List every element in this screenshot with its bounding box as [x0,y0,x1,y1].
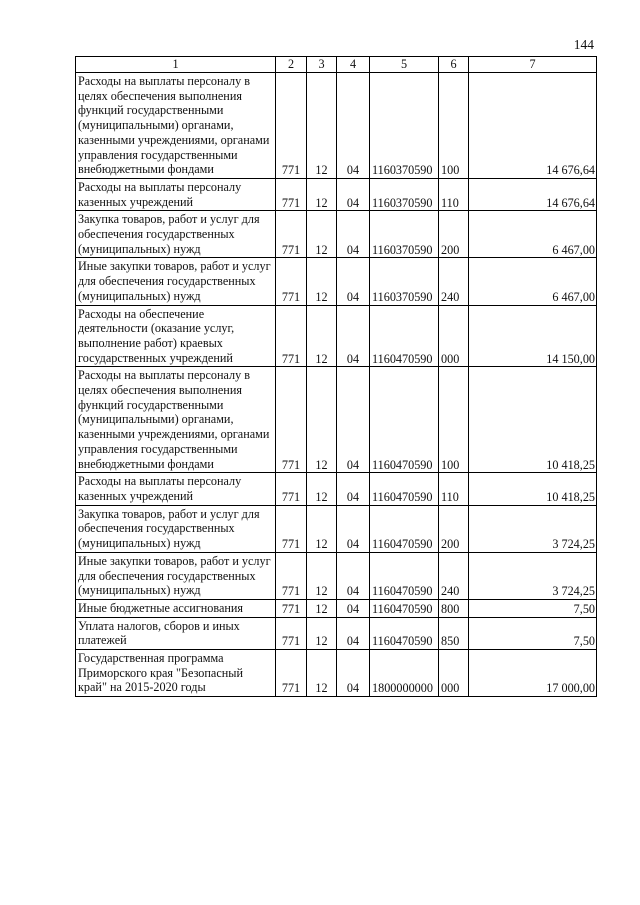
ministry-code: 771 [276,178,307,210]
expense-type-code: 100 [439,367,469,473]
expense-type-code: 240 [439,552,469,599]
ministry-code: 771 [276,599,307,617]
amount: 10 418,25 [469,473,597,505]
subsection-code: 04 [337,650,370,697]
subsection-code: 04 [337,258,370,305]
item-name: Государственная программа Приморского края "Безопасный край" на 2015-2020 годы [76,650,276,697]
section-code: 12 [307,599,337,617]
item-name: Иные бюджетные ассигнования [76,599,276,617]
table-header-row [76,57,597,73]
ministry-code: 771 [276,258,307,305]
table-row [76,505,597,552]
amount: 14 676,64 [469,73,597,179]
table-row [76,617,597,649]
column-header: 4 [337,57,370,73]
table-row [76,73,597,179]
amount: 3 724,25 [469,552,597,599]
amount: 7,50 [469,599,597,617]
target-article-code: 1160370590 [370,178,439,210]
target-article-code: 1160470590 [370,473,439,505]
table-row [76,552,597,599]
amount: 14 676,64 [469,178,597,210]
subsection-code: 04 [337,473,370,505]
column-header: 5 [370,57,439,73]
expense-type-code: 110 [439,178,469,210]
expense-type-code: 200 [439,505,469,552]
target-article-code: 1160370590 [370,73,439,179]
target-article-code: 1160470590 [370,505,439,552]
ministry-code: 771 [276,505,307,552]
expense-type-code: 000 [439,305,469,367]
amount: 10 418,25 [469,367,597,473]
ministry-code: 771 [276,617,307,649]
item-name: Закупка товаров, работ и услуг для обеспечения государственных (муниципальных) нужд [76,505,276,552]
section-code: 12 [307,258,337,305]
target-article-code: 1160370590 [370,211,439,258]
column-header: 6 [439,57,469,73]
amount: 14 150,00 [469,305,597,367]
subsection-code: 04 [337,505,370,552]
subsection-code: 04 [337,305,370,367]
table-row [76,178,597,210]
subsection-code: 04 [337,552,370,599]
page-number: 144 [573,37,594,52]
column-header: 1 [76,57,276,73]
target-article-code: 1800000000 [370,650,439,697]
table-row [76,650,597,697]
expense-type-code: 240 [439,258,469,305]
subsection-code: 04 [337,617,370,649]
target-article-code: 1160470590 [370,617,439,649]
section-code: 12 [307,552,337,599]
ministry-code: 771 [276,650,307,697]
amount: 6 467,00 [469,211,597,258]
amount: 7,50 [469,617,597,649]
section-code: 12 [307,211,337,258]
expense-type-code: 100 [439,73,469,179]
subsection-code: 04 [337,73,370,179]
item-name: Уплата налогов, сборов и иных платежей [76,617,276,649]
target-article-code: 1160470590 [370,305,439,367]
subsection-code: 04 [337,599,370,617]
expense-type-code: 800 [439,599,469,617]
section-code: 12 [307,650,337,697]
target-article-code: 1160470590 [370,367,439,473]
table-body [76,73,597,697]
target-article-code: 1160470590 [370,599,439,617]
expense-type-code: 110 [439,473,469,505]
item-name: Расходы на выплаты персоналу казенных учреждений [76,473,276,505]
item-name: Расходы на выплаты персоналу в целях обеспечения выполнения функций государственными (муниципальными) органами, казенными учреждениями, органами управления государственными внебюджетными фондами [76,367,276,473]
section-code: 12 [307,617,337,649]
item-name: Закупка товаров, работ и услуг для обеспечения государственных (муниципальных) нужд [76,211,276,258]
section-code: 12 [307,73,337,179]
item-name: Расходы на выплаты персоналу в целях обеспечения выполнения функций государственными (муниципальными) органами, казенными учреждениями, органами управления государственными внебюджетными фондами [76,73,276,179]
column-header: 7 [469,57,597,73]
ministry-code: 771 [276,367,307,473]
ministry-code: 771 [276,473,307,505]
expense-type-code: 850 [439,617,469,649]
amount: 3 724,25 [469,505,597,552]
item-name: Иные закупки товаров, работ и услуг для обеспечения государственных (муниципальных) нужд [76,258,276,305]
table-row [76,473,597,505]
section-code: 12 [307,505,337,552]
item-name: Расходы на обеспечение деятельности (оказание услуг, выполнение работ) краевых государственных учреждений [76,305,276,367]
expense-type-code: 000 [439,650,469,697]
expense-type-code: 200 [439,211,469,258]
ministry-code: 771 [276,211,307,258]
section-code: 12 [307,305,337,367]
section-code: 12 [307,473,337,505]
item-name: Иные закупки товаров, работ и услуг для обеспечения государственных (муниципальных) нужд [76,552,276,599]
ministry-code: 771 [276,73,307,179]
item-name: Расходы на выплаты персоналу казенных учреждений [76,178,276,210]
ministry-code: 771 [276,552,307,599]
section-code: 12 [307,178,337,210]
table-row [76,305,597,367]
table-row [76,211,597,258]
target-article-code: 1160370590 [370,258,439,305]
subsection-code: 04 [337,178,370,210]
subsection-code: 04 [337,367,370,473]
table-row [76,258,597,305]
table-row [76,599,597,617]
budget-table [75,56,597,697]
table-row [76,367,597,473]
section-code: 12 [307,367,337,473]
target-article-code: 1160470590 [370,552,439,599]
column-header: 2 [276,57,307,73]
subsection-code: 04 [337,211,370,258]
amount: 6 467,00 [469,258,597,305]
ministry-code: 771 [276,305,307,367]
column-header: 3 [307,57,337,73]
amount: 17 000,00 [469,650,597,697]
